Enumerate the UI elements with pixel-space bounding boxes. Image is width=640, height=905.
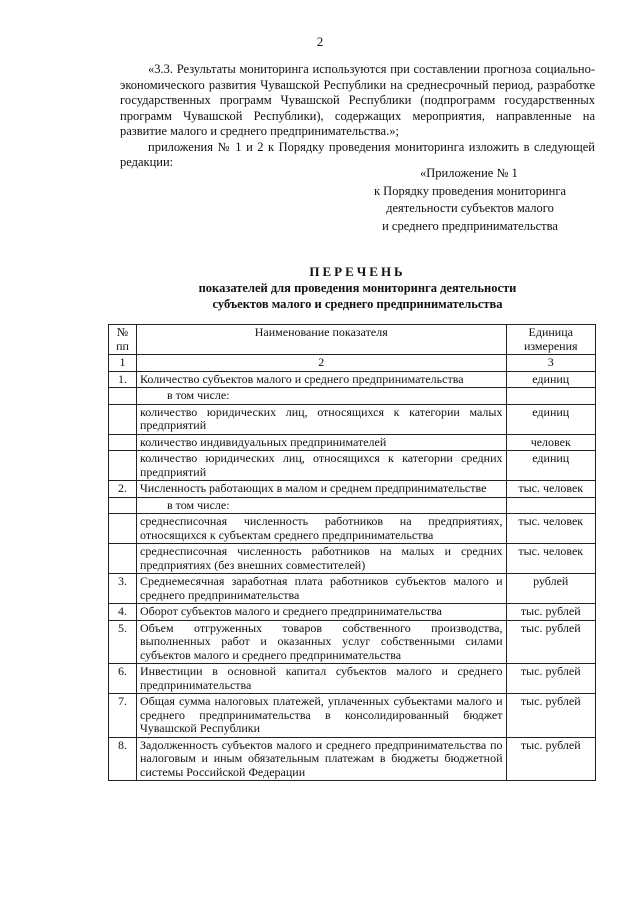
cell-unit: тыс. человек (506, 544, 596, 574)
header-num: № пп (109, 325, 137, 355)
cell-unit: тыс. рублей (506, 604, 596, 621)
table-row (109, 388, 596, 405)
appendix-line: «Приложение № 1 (420, 166, 518, 180)
cell-unit: единиц (506, 404, 596, 434)
cell-num (109, 497, 137, 514)
cell-name: количество индивидуальных предпринимателей (137, 434, 507, 451)
cell-num: 8. (109, 737, 137, 781)
cell-name: количество юридических лиц, относящихся к категории средних предприятий (137, 451, 507, 481)
cell-name: Задолженность субъектов малого и среднего предпринимательства по налоговым и иным обязательным платежам в бюджеты бюджетной системы Российской Федерации (137, 737, 507, 781)
cell-unit: рублей (506, 574, 596, 604)
table-row (109, 544, 596, 574)
cell-num: 7. (109, 694, 137, 738)
column-number: 2 (137, 355, 507, 372)
cell-num (109, 434, 137, 451)
table-row (109, 620, 596, 664)
cell-name: Оборот субъектов малого и среднего предпринимательства (137, 604, 507, 621)
intro-text (120, 62, 595, 171)
cell-num (109, 404, 137, 434)
table-row (109, 604, 596, 621)
cell-unit: тыс. рублей (506, 620, 596, 664)
table-row (109, 694, 596, 738)
cell-unit: тыс. человек (506, 481, 596, 498)
table-row (109, 481, 596, 498)
table-row (109, 514, 596, 544)
table-row (109, 451, 596, 481)
cell-num (109, 388, 137, 405)
column-number: 1 (109, 355, 137, 372)
cell-name: среднесписочная численность работников на предприятиях, относящихся к субъектам среднего предпринимательства (137, 514, 507, 544)
indicators-table (108, 324, 596, 781)
cell-name: в том числе: (137, 388, 507, 405)
cell-unit: единиц (506, 371, 596, 388)
cell-num: 4. (109, 604, 137, 621)
cell-name: Объем отгруженных товаров собственного производства, выполненных работ и оказанных услуг собственными силами субъектов малого и среднего предпринимательства (137, 620, 507, 664)
cell-name: в том числе: (137, 497, 507, 514)
cell-name: Количество субъектов малого и среднего предпринимательства (137, 371, 507, 388)
cell-num: 1. (109, 371, 137, 388)
table-row (109, 664, 596, 694)
cell-name: Общая сумма налоговых платежей, уплаченных субъектами малого и среднего предпринимательства в консолидированный бюджет Чувашской Республики (137, 694, 507, 738)
table-row (109, 404, 596, 434)
cell-num: 5. (109, 620, 137, 664)
cell-name: Численность работающих в малом и среднем предпринимательстве (137, 481, 507, 498)
subtitle-line: субъектов малого и среднего предпринимательства (212, 296, 503, 311)
column-numbers-row (109, 355, 596, 372)
table-row (109, 737, 596, 781)
cell-unit: тыс. рублей (506, 664, 596, 694)
document-title: ПЕРЕЧЕНЬ (309, 264, 406, 279)
table-row (109, 574, 596, 604)
cell-num: 6. (109, 664, 137, 694)
cell-unit: тыс. рублей (506, 694, 596, 738)
appendix-line: к Порядку проведения мониторинга (373, 183, 567, 198)
table-row (109, 497, 596, 514)
cell-name: Инвестиции в основной капитал субъектов малого и среднего предпринимательства (137, 664, 507, 694)
cell-name: среднесписочная численность работников на малых и средних предприятиях (без внешних совместителей) (137, 544, 507, 574)
page-number: 2 (316, 34, 324, 49)
appendix-line: и среднего предпринимательства (382, 218, 558, 233)
table-header-row (109, 325, 596, 355)
cell-num: 3. (109, 574, 137, 604)
cell-unit: человек (506, 434, 596, 451)
header-unit: Единица измерения (506, 325, 596, 355)
cell-num (109, 544, 137, 574)
intro-paragraph: «3.3. Результаты мониторинга используются при составлении прогноза социально-экономического развития Чувашской Республики на среднесрочный период, разработке государственных программ Чувашской Республики (подпрограмм государственных программ Чувашской Республики), содержащих мероприятия, направленные на развитие малого и среднего предпринимательства.»; (120, 62, 595, 138)
intro-paragraph: приложения № 1 и 2 к Порядку проведения мониторинга изложить в следующей редакции: (120, 139, 595, 169)
cell-unit: единиц (506, 451, 596, 481)
subtitle-line: показателей для проведения мониторинга деятельности (198, 281, 517, 295)
appendix-caption (360, 165, 580, 235)
cell-num (109, 451, 137, 481)
cell-name: количество юридических лиц, относящихся к категории малых предприятий (137, 404, 507, 434)
cell-unit: тыс. человек (506, 514, 596, 544)
document-subtitle (120, 281, 595, 312)
appendix-line: деятельности субъектов малого (386, 201, 554, 215)
cell-unit (506, 388, 596, 405)
cell-name: Среднемесячная заработная плата работников субъектов малого и среднего предпринимательства (137, 574, 507, 604)
header-name: Наименование показателя (137, 325, 507, 355)
cell-unit (506, 497, 596, 514)
cell-num (109, 514, 137, 544)
cell-num: 2. (109, 481, 137, 498)
table-row (109, 434, 596, 451)
column-number: 3 (506, 355, 596, 372)
table-row (109, 371, 596, 388)
cell-unit: тыс. рублей (506, 737, 596, 781)
